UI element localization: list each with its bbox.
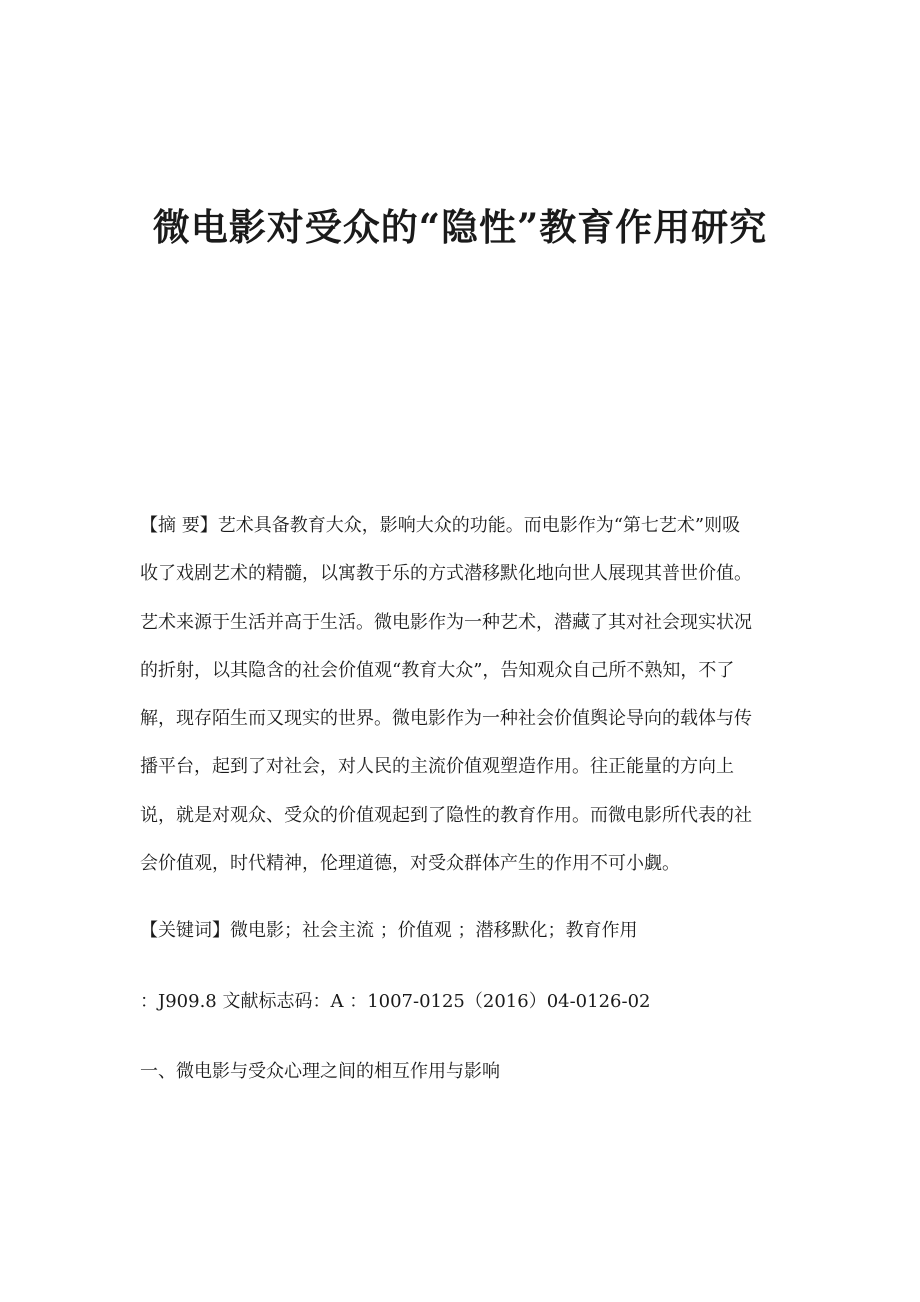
abstract-line: 播平台，起到了对社会，对人民的主流价值观塑造作用。往正能量的方向上 bbox=[140, 756, 734, 778]
abstract-line: 会价值观，时代精神，伦理道德，对受众群体产生的作用不可小觑。 bbox=[140, 853, 680, 875]
abstract-line: 收了戏剧艺术的精髓，以寓教于乐的方式潜移默化地向世人展现其普世价值。 bbox=[140, 563, 752, 585]
section-heading: 一、微电影与受众心理之间的相互作用与影响 bbox=[140, 1061, 500, 1082]
abstract-line: 【摘 要】艺术具备教育大众，影响大众的功能。而电影作为“第七艺术”则吸 bbox=[140, 515, 741, 536]
abstract-line: 解，现存陌生而又现实的世界。微电影作为一种社会价值舆论导向的载体与传 bbox=[140, 708, 752, 730]
keywords-line: 【关键词】微电影；社会主流 ；价值观 ；潜移默化；教育作用 bbox=[140, 920, 638, 941]
abstract-paragraph bbox=[140, 502, 780, 888]
classification-line: ：J909.8 文献标志码：A ：1007-0125（2016）04-0126-02 bbox=[140, 991, 651, 1012]
abstract-line: 艺术来源于生活并高于生活。微电影作为一种艺术，潜藏了其对社会现实状况 bbox=[140, 611, 752, 633]
abstract-line: 说，就是对观众、受众的价值观起到了隐性的教育作用。而微电影所代表的社 bbox=[140, 804, 752, 826]
abstract-line: 的折射，以其隐含的社会价值观“教育大众”，告知观众自己所不熟知，不了 bbox=[140, 659, 735, 681]
document-title: 微电影对受众的“隐性”教育作用研究 bbox=[152, 205, 768, 249]
